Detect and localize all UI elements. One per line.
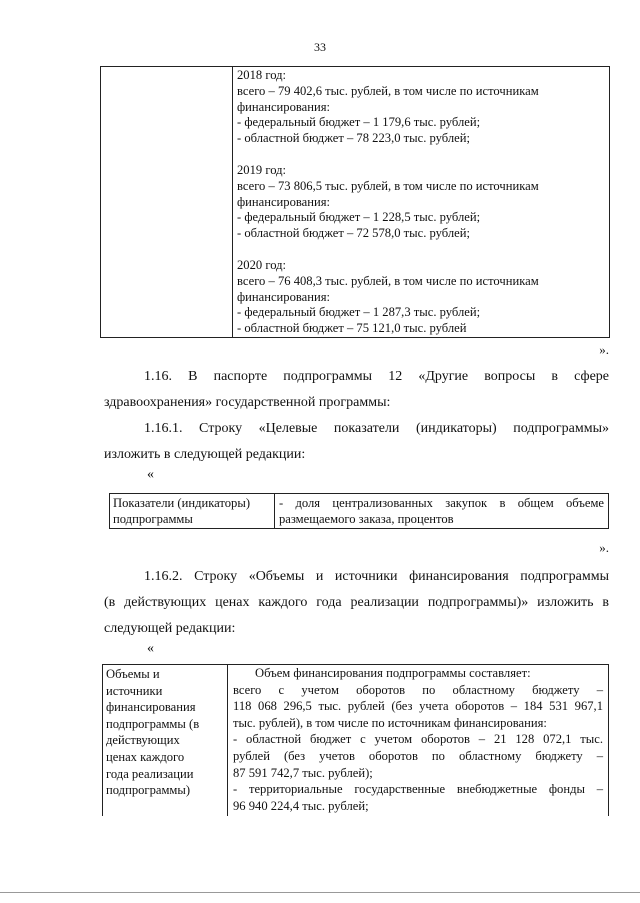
financing-heading: Объем финансирования подпрограммы составляет: [255,666,531,680]
year-label: 2020 год: [237,257,287,272]
financing-line: тыс. рублей), в том числе по источникам финансирования: [233,715,547,730]
year-federal: - федеральный бюджет – 1 287,3 тыс. рублей; [237,305,481,320]
page-number: 33 [314,40,326,54]
indicators-value-line: размещаемого заказа, процентов [279,512,454,526]
paragraph-line: 1.16. В паспорте подпрограммы 12 «Другие вопросы в сфере [144,369,609,384]
indicators-value-line: - доля централизованных закупок в общем объеме [279,496,604,510]
paragraph-line: 1.16.2. Строку «Объемы и источники финансирования подпрограммы [144,569,609,584]
funding-table-years [100,66,610,338]
indicators-table [109,493,609,529]
year-total: всего – 73 806,5 тыс. рублей, в том числе по источникам [237,178,539,193]
funding-table-empty-cell [101,67,233,338]
paragraph-1-16-1 [104,416,609,468]
open-quote: « [147,641,154,656]
financing-line: рублей (без учетов оборотов по областному бюджету – [233,748,603,763]
year-label: 2019 год: [237,162,287,177]
year-block-2018 [237,68,605,147]
financing-line: - территориальные государственные внебюджетные фонды – [233,782,603,797]
year-regional: - областной бюджет – 78 223,0 тыс. рублей; [237,131,470,146]
financing-label-line: ценах каждого [106,749,185,764]
indicators-label-cell [110,494,275,529]
paragraph-1-16-2 [104,564,609,642]
financing-line: - областной бюджет с учетом оборотов – 21 128 072,1 тыс. [233,732,603,747]
financing-label-line: финансирования [106,700,196,715]
year-regional: - областной бюджет – 75 121,0 тыс. рублей [237,321,467,336]
year-total: всего – 79 402,6 тыс. рублей, в том числе по источникам [237,83,539,98]
paragraph-line: следующей редакции: [104,621,236,636]
financing-label-cell [103,665,228,817]
paragraph-line: здравоохранения» государственной программы: [104,395,391,410]
year-block-2020 [237,258,605,337]
paragraph-line: 1.16.1. Строку «Целевые показатели (индикаторы) подпрограммы» [144,421,609,436]
open-quote: « [147,467,154,482]
financing-line: 118 068 296,5 тыс. рублей (без учета оборотов – 184 531 967,1 [233,699,603,714]
year-federal: - федеральный бюджет – 1 179,6 тыс. рублей; [237,115,481,130]
financing-line: 87 591 742,7 тыс. рублей); [233,765,373,780]
financing-label-line: подпрограммы (в [106,716,200,731]
funding-by-year-cell [233,67,610,338]
financing-label-line: действующих [106,733,180,748]
closing-quote: ». [599,540,609,555]
year-federal: - федеральный бюджет – 1 228,5 тыс. рублей; [237,210,481,225]
year-regional: - областной бюджет – 72 578,0 тыс. рублей; [237,226,470,241]
indicators-label-line: Показатели (индикаторы) [113,496,251,510]
financing-line: 96 940 224,4 тыс. рублей; [233,798,369,813]
year-total-cont: финансирования: [237,289,331,304]
financing-label-line: года реализации [106,766,194,781]
financing-volume-table [102,664,609,816]
paragraph-line: изложить в следующей редакции: [104,447,306,462]
indicators-label-line: подпрограммы [113,512,193,526]
closing-quote: ». [599,342,609,357]
financing-label-line: подпрограммы) [106,783,191,798]
financing-label-line: источники [106,683,163,698]
indicators-value-cell [275,494,609,529]
page-bottom-edge [0,892,640,893]
financing-label-line: Объемы и [106,667,160,681]
year-label: 2018 год: [237,68,287,82]
year-total-cont: финансирования: [237,99,331,114]
paragraph-1-16 [104,364,609,416]
year-total: всего – 76 408,3 тыс. рублей, в том числе по источникам [237,273,539,288]
financing-value-cell [228,665,609,817]
year-total-cont: финансирования: [237,194,331,209]
financing-line: всего с учетом оборотов по областному бюджету – [233,682,603,697]
year-block-2019 [237,163,605,242]
paragraph-line: (в действующих ценах каждого года реализации подпрограммы)» изложить в [104,595,609,610]
